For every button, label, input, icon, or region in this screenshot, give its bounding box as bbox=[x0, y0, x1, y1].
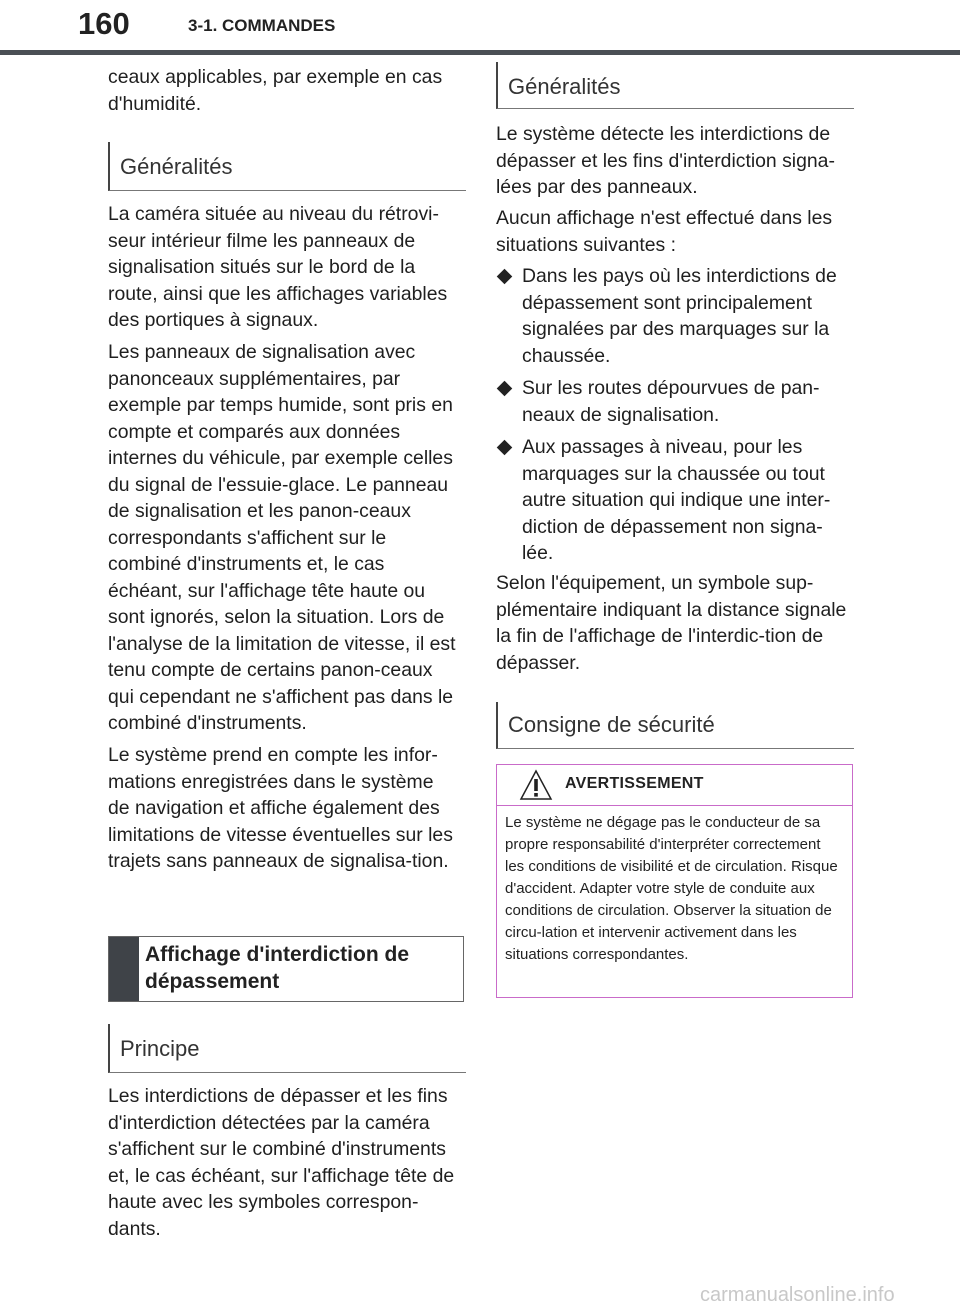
section-heading-label: Consigne de sécurité bbox=[508, 712, 715, 737]
warning-header bbox=[497, 765, 852, 806]
page-header bbox=[0, 0, 960, 56]
chapter-subheading-box bbox=[108, 936, 464, 1002]
section-heading-consigne bbox=[496, 702, 854, 749]
list-item: Dans les pays où les interdictions de dépassement sont principalement signalées par des marquages sur la chaussée. bbox=[496, 263, 846, 369]
paragraph: La caméra située au niveau du rétrovi-seur intérieur filme les panneaux de signalisation situés sur le bord de la route, ainsi que les affichages variables des portiques à signaux. bbox=[108, 203, 448, 331]
section-heading-label: Généralités bbox=[120, 154, 233, 179]
section-heading-generalites bbox=[108, 142, 466, 191]
warning-body: Le système ne dégage pas le conducteur de sa propre responsabilité d'interpréter correctement les conditions de visibilité et de circulation. Risque d'accident. Adapter votre style de conduite aux conditions de circulation. Observer la situation de circu-lation et intervenir activement dans les situations correspondantes. bbox=[505, 814, 838, 963]
header-rule bbox=[0, 50, 960, 55]
section-heading-label: Généralités bbox=[508, 74, 621, 99]
paragraph: Aucun affichage n'est effectué dans les situations suivantes : bbox=[496, 207, 833, 256]
subheading-label: Affichage d'interdiction de dépassement bbox=[145, 943, 410, 993]
section-heading-principe bbox=[108, 1024, 466, 1073]
paragraph: Le système prend en compte les infor-mations enregistrées dans le système de navigation et affiche également des limitations de vitesse éventuelles sur les trajets sans panneaux de signalisa-tion. bbox=[108, 744, 453, 872]
bullet-list bbox=[496, 263, 846, 573]
paragraph: Les panneaux de signalisation avec panonceaux supplémentaires, par exemple par temps humide, sont pris en compte et comparés aux données internes du véhicule, par exemple celles du signal de l'essuie-glace. Le panneau de signalisation et les panon-ceaux correspondants s'affichent sur le combiné d'instruments et, le cas échéant, sur l'affichage tête haute ou sont ignorés, selon la situation. Lors de l'analyse de la limitation de vitesse, il est tenu compte de certains panon-ceaux qui cependant ne s'affichent pas dans le combiné d'instruments. bbox=[108, 341, 456, 734]
list-item: Sur les routes dépourvues de pan-neaux de signalisation. bbox=[496, 375, 846, 428]
chapter-title: 3-1. COMMANDES bbox=[188, 16, 336, 35]
paragraph: Les interdictions de dépasser et les fins d'interdiction détectées par la caméra s'affichent sur le combiné d'instruments et, le cas échéant, sur l'affichage tête de haute avec les symboles correspon-dants. bbox=[108, 1085, 455, 1240]
section-heading-label: Principe bbox=[120, 1036, 200, 1061]
bullet-diamond-icon bbox=[497, 440, 513, 456]
list-item: Aux passages à niveau, pour les marquages sur la chaussée ou tout autre situation qui indique une inter-diction de dépassement non signa-lée. bbox=[496, 434, 846, 567]
bullet-diamond-icon bbox=[497, 381, 513, 397]
watermark: carmanualsonline.info bbox=[700, 1284, 895, 1306]
page-number: 160 bbox=[78, 6, 130, 41]
warning-title: AVERTISSEMENT bbox=[565, 775, 704, 792]
paragraph: Le système détecte les interdictions de dépasser et les fins d'interdiction signa-lées par des panneaux. bbox=[496, 123, 835, 198]
section-heading-generalites bbox=[496, 62, 854, 109]
warning-triangle-icon bbox=[519, 769, 553, 801]
paragraph: Selon l'équipement, un symbole sup-plémentaire indiquant la distance signale la fin de l'affichage de l'interdic-tion de dépasser. bbox=[496, 572, 847, 674]
intro-text: ceaux applicables, par exemple en cas d'humidité. bbox=[108, 66, 443, 115]
warning-box bbox=[496, 764, 853, 998]
bullet-diamond-icon bbox=[497, 269, 513, 285]
subheading-bar bbox=[109, 937, 139, 1001]
